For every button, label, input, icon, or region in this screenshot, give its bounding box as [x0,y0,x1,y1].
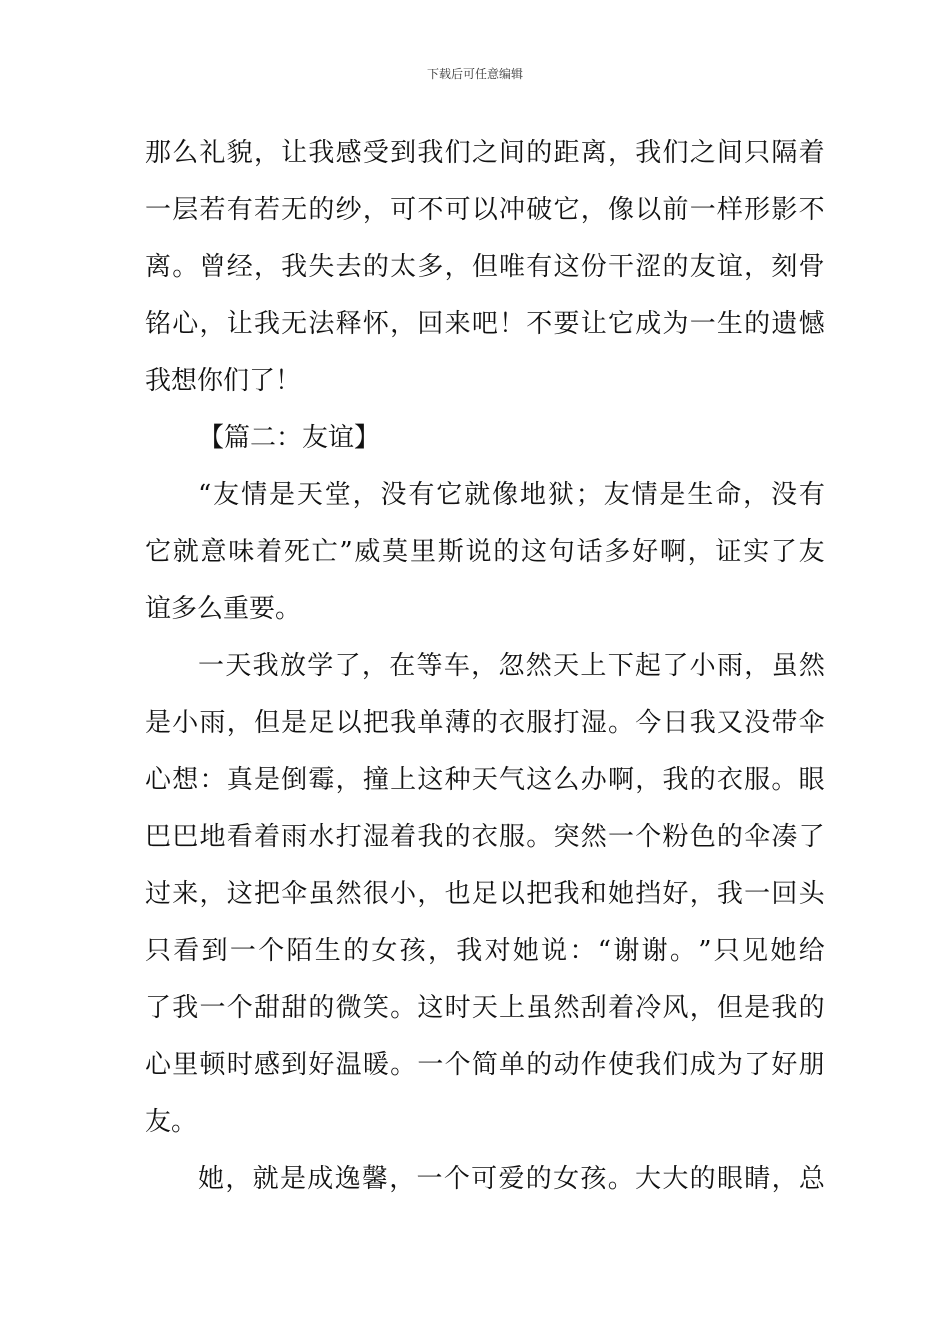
text-line: 它 就 意 味 着 死 亡 ” 威 莫 里 斯 说 的 这 句 话 多 好 啊 ， 证 实 了 友 [145,537,825,567]
text-line: 友。 [145,1107,198,1137]
text-line: 巴 巴 地 看 着 雨 水 打 湿 着 我 的 衣 服 。 突 然 一 个 粉 色 的 伞 凑 了 [145,822,825,852]
section-heading: 【篇二：友谊】 [198,423,381,453]
text-line: 是 小 雨 ， 但 是 足 以 把 我 单 薄 的 衣 服 打 湿 。 今 日 我 又 没 带 伞 [145,708,825,738]
text-line: 只 看 到 一 个 陌 生 的 女 孩 ， 我 对 她 说 ： “ 谢 谢 。 ” 只 见 她 给 [145,936,825,966]
text-line: 一 层 若 有 若 无 的 纱 ， 可 不 可 以 冲 破 它 ， 像 以 前 一 样 形 影 不 [145,195,825,225]
text-line: 我想你们了！ [145,366,302,396]
text-line: 心 想 ： 真 是 倒 霉 ， 撞 上 这 种 天 气 这 么 办 啊 ， 我 的 衣 服 。 眼 [145,765,825,795]
text-line: 一 天 我 放 学 了 ， 在 等 车 ， 忽 然 天 上 下 起 了 小 雨 ， 虽 然 [198,651,825,681]
text-line: 了 我 一 个 甜 甜 的 微 笑 。 这 时 天 上 虽 然 刮 着 冷 风 ， 但 是 我 的 [145,993,825,1023]
text-line: 谊多么重要。 [145,594,302,624]
text-line: 那 么 礼 貌 ， 让 我 感 受 到 我 们 之 间 的 距 离 ， 我 们 之 间 只 隔 着 [145,138,825,168]
text-line: 她 ， 就 是 成 逸 馨 ， 一 个 可 爱 的 女 孩 。 大 大 的 眼 睛 ， 总 [198,1164,825,1194]
text-line: 过 来 ， 这 把 伞 虽 然 很 小 ， 也 足 以 把 我 和 她 挡 好 ， 我 一 回 头 [145,879,825,909]
text-line: 离 。 曾 经 ， 我 失 去 的 太 多 ， 但 唯 有 这 份 干 涩 的 友 谊 ， 刻 骨 [145,252,825,282]
page-header: 下载后可任意编辑 [426,67,523,81]
text-line: 铭 心 ， 让 我 无 法 释 怀 ， 回 来 吧 ！ 不 要 让 它 成 为 一 生 的 遗 憾 [145,309,825,339]
text-line: “ 友 情 是 天 堂 ， 没 有 它 就 像 地 狱 ； 友 情 是 生 命 ， 没 有 [198,480,825,510]
text-line: 心 里 顿 时 感 到 好 温 暖 。 一 个 简 单 的 动 作 使 我 们 成 为 了 好 朋 [145,1050,825,1080]
